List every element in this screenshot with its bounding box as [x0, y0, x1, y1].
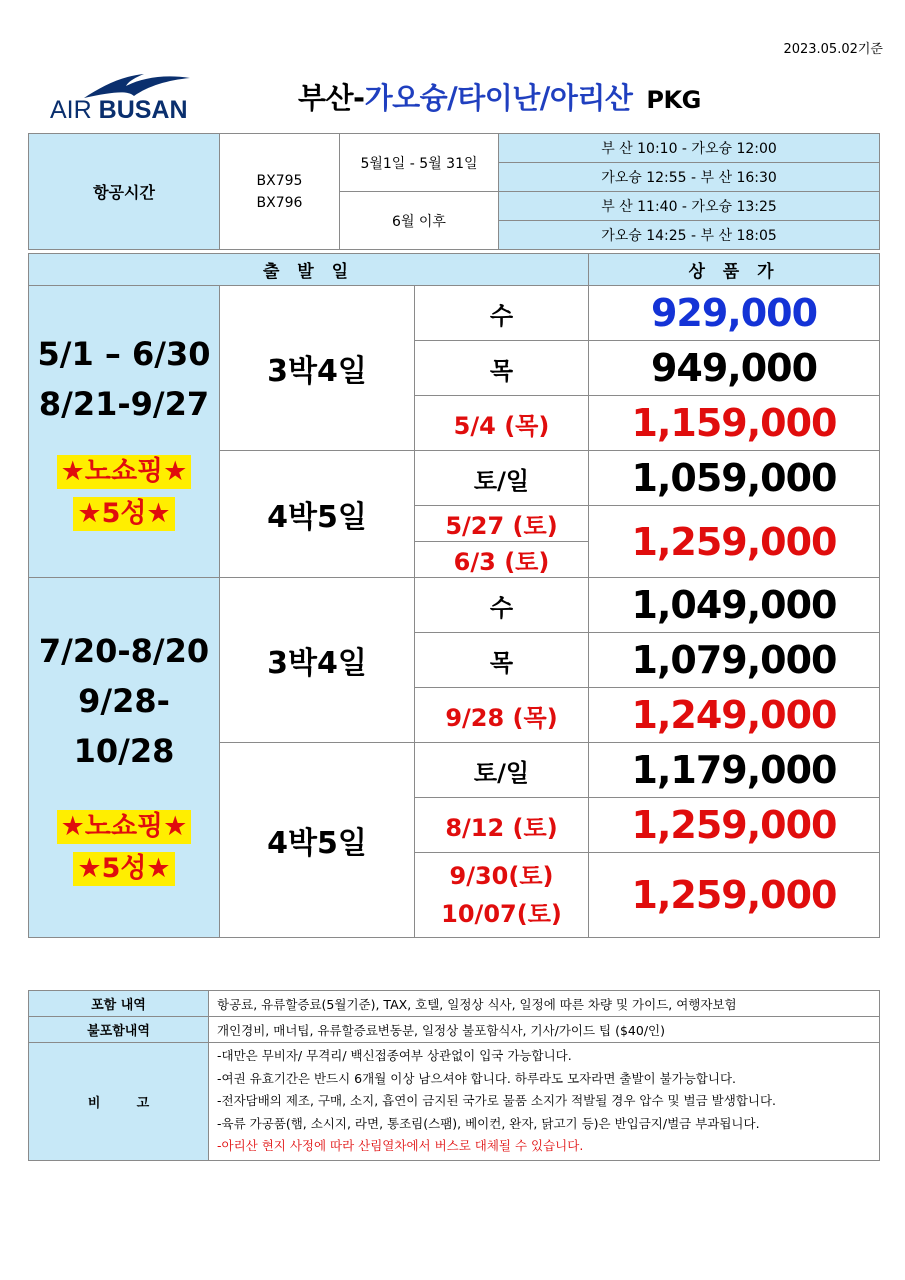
stay-length: 3박4일: [220, 578, 415, 743]
departure-day: 10/07(토): [441, 900, 562, 928]
stay-length: 4박5일: [220, 451, 415, 578]
period-label: 6월 이후: [340, 192, 499, 250]
departure-day: 8/12 (토): [415, 798, 589, 853]
title-prefix: 부산-: [298, 81, 365, 115]
remark-item: -전자담배의 제조, 구매, 소지, 흡연이 금지된 국가로 물품 소지가 적발될 경우 압수 및 벌금 발생합니다.: [217, 1093, 777, 1108]
flight-no-inbound: BX796: [256, 194, 303, 211]
price-value: 1,249,000: [589, 688, 880, 743]
excluded-text: 개인경비, 매너팁, 유류할증료변동분, 일정상 불포함식사, 기사/가이드 팁 ($40/인): [209, 1017, 880, 1043]
departure-day: 5/4 (목): [415, 396, 589, 451]
logo-text-air: AIR: [50, 96, 92, 124]
price-value: 1,259,000: [589, 798, 880, 853]
remarks-list: [209, 1043, 880, 1161]
period-cell: [29, 578, 220, 938]
price-value: 1,049,000: [589, 578, 880, 633]
flight-no-outbound: BX795: [256, 172, 303, 189]
stay-length: 3박4일: [220, 286, 415, 451]
period-cell: [29, 286, 220, 578]
remark-item: -육류 가공품(햄, 소시지, 라면, 통조림(스팸), 베이컨, 완자, 닭고기 등)은 반입금지/벌금 부과됩니다.: [217, 1115, 760, 1131]
remark-item-warning: -아리산 현지 사정에 따라 산림열차에서 버스로 대체될 수 있습니다.: [217, 1138, 584, 1153]
title-destinations: 가오슝/타이난/아리산: [364, 81, 633, 115]
price-header: 상 품 가: [589, 254, 880, 286]
departure-day: 9/28 (목): [415, 688, 589, 743]
price-value: 929,000: [589, 286, 880, 341]
price-value: 1,079,000: [589, 633, 880, 688]
departure-day: 6/3 (토): [415, 542, 589, 578]
departure-day: 목: [415, 633, 589, 688]
period-line: 8/21-9/27: [38, 384, 210, 423]
price-value: 1,159,000: [589, 396, 880, 451]
logo-text: [50, 96, 188, 125]
flight-time-outbound: 부 산 10:10 - 가오슝 12:00: [499, 134, 880, 163]
departure-day: 5/27 (토): [415, 506, 589, 542]
departure-day: 목: [415, 341, 589, 396]
included-label: 포함 내역: [29, 991, 209, 1017]
departure-day: 수: [415, 578, 589, 633]
five-star-badge: ★5성★: [73, 497, 174, 531]
stay-length: 4박5일: [220, 743, 415, 938]
included-text: 항공료, 유류할증료(5월기준), TAX, 호텔, 일정상 식사, 일정에 따른 차량 및 가이드, 여행자보험: [209, 991, 880, 1017]
price-table: [28, 253, 880, 938]
page-title: [298, 76, 701, 117]
excluded-label: 불포함내역: [29, 1017, 209, 1043]
period-line: 9/28-10/28: [73, 681, 175, 770]
notes-table: [28, 990, 880, 1161]
price-value: 1,179,000: [589, 743, 880, 798]
departure-day: 토/일: [415, 451, 589, 506]
departure-day: 수: [415, 286, 589, 341]
flight-schedule-table: [28, 133, 880, 250]
remark-item: -여권 유효기간은 반드시 6개월 이상 남으셔야 합니다. 하루라도 모자라면 출발이 불가능합니다.: [217, 1070, 736, 1086]
price-value: 1,259,000: [589, 506, 880, 578]
price-value: 1,059,000: [589, 451, 880, 506]
flight-numbers: [220, 134, 340, 250]
air-busan-logo: [48, 68, 188, 128]
remark-item: -대만은 무비자/ 무격리/ 백신접종여부 상관없이 입국 가능합니다.: [217, 1048, 572, 1063]
title-suffix: PKG: [646, 86, 701, 114]
departure-header: 출 발 일: [29, 254, 589, 286]
flight-time-inbound: 가오슝 14:25 - 부 산 18:05: [499, 221, 880, 250]
period-line: 5/1 – 6/30: [37, 334, 211, 373]
period-line: 7/20-8/20: [38, 631, 210, 670]
flight-time-inbound: 가오슝 12:55 - 부 산 16:30: [499, 163, 880, 192]
price-value: 1,259,000: [589, 853, 880, 938]
departure-day: 9/30(토): [449, 862, 554, 890]
no-shopping-badge: ★노쇼핑★: [57, 810, 192, 844]
five-star-badge: ★5성★: [73, 852, 174, 886]
price-value: 949,000: [589, 341, 880, 396]
no-shopping-badge: ★노쇼핑★: [57, 455, 192, 489]
remarks-label: 비 고: [29, 1043, 209, 1161]
flight-time-outbound: 부 산 11:40 - 가오슝 13:25: [499, 192, 880, 221]
logo-text-busan: BUSAN: [98, 96, 188, 124]
issue-date: 2023.05.02기준: [783, 42, 883, 57]
departure-day: 토/일: [415, 743, 589, 798]
period-label: 5월1일 - 5월 31일: [340, 134, 499, 192]
departure-day-multi: [415, 853, 589, 938]
flight-label: 항공시간: [29, 134, 220, 250]
